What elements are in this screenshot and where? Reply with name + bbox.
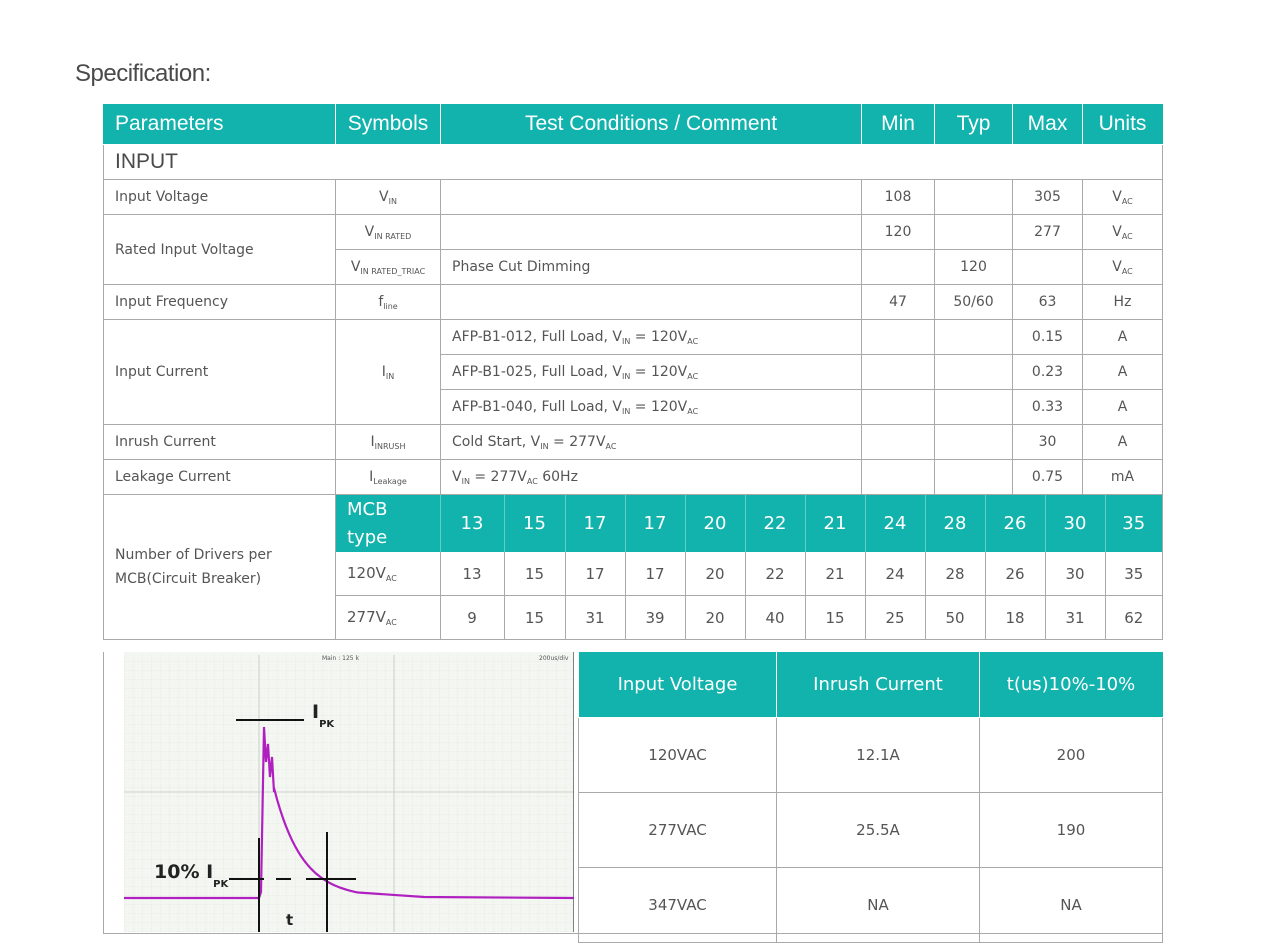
param-cell: Inrush Current	[104, 425, 336, 460]
section-input: INPUT	[104, 145, 1163, 180]
inrush-cell: 277VAC	[579, 793, 777, 868]
header-typ: Typ	[935, 104, 1013, 145]
mcb-type-cell: 28	[925, 495, 985, 552]
table-row	[104, 320, 1163, 355]
mcb-type-cell: 21	[805, 495, 865, 552]
mcb-row-label: $277V_{AC}$	[347, 608, 397, 627]
typ-cell	[935, 215, 1013, 250]
inrush-row	[579, 718, 1163, 793]
typ-cell	[935, 180, 1013, 215]
mcb-value-cell: 15	[805, 596, 865, 640]
header-min: Min	[862, 104, 935, 145]
inrush-cell: 120VAC	[579, 718, 777, 793]
max-cell: 277	[1013, 215, 1083, 250]
inrush-row	[579, 868, 1163, 943]
header-conditions: Test Conditions / Comment	[441, 104, 862, 145]
condition-cell: Phase Cut Dimming	[441, 250, 862, 285]
max-cell: 30	[1013, 425, 1083, 460]
header-units: Units	[1083, 104, 1163, 145]
drivers-row	[104, 495, 1163, 640]
spec-header-row	[104, 104, 1163, 145]
mcb-value-cell: 15	[504, 596, 565, 640]
param-cell: Leakage Current	[104, 460, 336, 495]
mcb-value-cell: 39	[625, 596, 685, 640]
inrush-cell: 190	[980, 793, 1163, 868]
typ-cell	[935, 425, 1013, 460]
header-symbols: Symbols	[336, 104, 441, 145]
mcb-value-cell: 17	[625, 552, 685, 596]
mcb-value-cell: 62	[1105, 596, 1162, 640]
unit-cell: A	[1083, 425, 1163, 460]
ten-percent-label: 10% $I_{PK}$	[154, 861, 229, 890]
unit-cell: A	[1083, 355, 1163, 390]
inrush-cell: 12.1A	[777, 718, 980, 793]
max-cell: 305	[1013, 180, 1083, 215]
inrush-header: t(us)10%-10%	[980, 652, 1163, 718]
condition-cell: AFP-B1-040, Full Load, $V_{IN} = 120V_{AC}$	[441, 390, 862, 425]
inrush-cell: 347VAC	[579, 868, 777, 943]
mcb-value-cell: 20	[685, 552, 745, 596]
inrush-cell: 200	[980, 718, 1163, 793]
mcb-type-cell: 17	[625, 495, 685, 552]
mcb-value-cell: 9	[440, 596, 504, 640]
mcb-value-cell: 17	[565, 552, 625, 596]
mcb-value-cell: 50	[925, 596, 985, 640]
table-row	[104, 460, 1163, 495]
max-cell: 0.33	[1013, 390, 1083, 425]
mcb-value-cell: 35	[1105, 552, 1162, 596]
mcb-value-cell: 15	[504, 552, 565, 596]
mcb-value-cell: 25	[865, 596, 925, 640]
min-cell	[862, 320, 935, 355]
typ-cell: 50/60	[935, 285, 1013, 320]
max-cell: 63	[1013, 285, 1083, 320]
drivers-label-line2: MCB(Circuit Breaker)	[115, 571, 262, 587]
header-parameters: Parameters	[104, 104, 336, 145]
inrush-cell: NA	[777, 868, 980, 943]
min-cell: 47	[862, 285, 935, 320]
mcb-row-120	[336, 552, 1162, 596]
typ-cell	[935, 460, 1013, 495]
mcb-cell	[336, 495, 1163, 640]
typ-cell: 120	[935, 250, 1013, 285]
max-cell: 0.75	[1013, 460, 1083, 495]
mcb-value-cell: 28	[925, 552, 985, 596]
unit-cell: $V_{AC}$	[1083, 250, 1163, 285]
spec-table	[103, 104, 1163, 640]
mcb-value-cell: 24	[865, 552, 925, 596]
typ-cell	[935, 320, 1013, 355]
inrush-cell: NA	[980, 868, 1163, 943]
max-cell	[1013, 250, 1083, 285]
symbol-cell: $I_{Leakage}$	[336, 460, 441, 495]
page-title: Specification:	[75, 60, 211, 87]
condition-cell	[441, 180, 862, 215]
inrush-header-row	[579, 652, 1163, 718]
mcb-type-cell: 17	[565, 495, 625, 552]
scope-header-right: 200us/div	[539, 655, 569, 662]
mcb-type-cell: 26	[985, 495, 1045, 552]
unit-cell: A	[1083, 320, 1163, 355]
inrush-header: Input Voltage	[579, 652, 777, 718]
mcb-type-row	[336, 495, 1162, 552]
param-cell: Rated Input Voltage	[104, 215, 336, 285]
mcb-table	[336, 495, 1162, 639]
param-cell: Input Frequency	[104, 285, 336, 320]
mcb-type-label: MCB type	[336, 495, 440, 552]
symbol-cell: $I_{IN}$	[336, 320, 441, 425]
table-row	[104, 215, 1163, 250]
mcb-value-cell: 21	[805, 552, 865, 596]
bottom-section	[103, 652, 1163, 934]
symbol-cell: $f_{line}$	[336, 285, 441, 320]
mcb-type-cell: 30	[1045, 495, 1105, 552]
symbol-cell: $I_{INRUSH}$	[336, 425, 441, 460]
condition-cell: Cold Start, $V_{IN} = 277V_{AC}$	[441, 425, 862, 460]
inrush-header: Inrush Current	[777, 652, 980, 718]
ipk-label: $I_{PK}$	[312, 701, 335, 730]
condition-cell	[441, 285, 862, 320]
typ-cell	[935, 355, 1013, 390]
mcb-value-cell: 40	[745, 596, 805, 640]
max-cell: 0.15	[1013, 320, 1083, 355]
drivers-label-line1: Number of Drivers per	[115, 547, 272, 563]
min-cell	[862, 355, 935, 390]
mcb-value-cell: 20	[685, 596, 745, 640]
symbol-cell: $V_{IN RATED}$	[336, 215, 441, 250]
scope-header-left: Main : 125 k	[322, 655, 359, 662]
inrush-row	[579, 793, 1163, 868]
min-cell	[862, 460, 935, 495]
oscilloscope-capture	[124, 652, 574, 932]
unit-cell: mA	[1083, 460, 1163, 495]
param-cell: Input Voltage	[104, 180, 336, 215]
mcb-value-cell: 31	[565, 596, 625, 640]
min-cell: 108	[862, 180, 935, 215]
mcb-value-cell: 22	[745, 552, 805, 596]
header-max: Max	[1013, 104, 1083, 145]
min-cell	[862, 390, 935, 425]
mcb-type-cell: 24	[865, 495, 925, 552]
mcb-value-cell: 30	[1045, 552, 1105, 596]
param-cell: Input Current	[104, 320, 336, 425]
unit-cell: Hz	[1083, 285, 1163, 320]
symbol-cell: $V_{IN}$	[336, 180, 441, 215]
unit-cell: $V_{AC}$	[1083, 180, 1163, 215]
mcb-row-277	[336, 596, 1162, 640]
table-row	[104, 425, 1163, 460]
param-cell	[104, 495, 336, 640]
condition-cell: AFP-B1-025, Full Load, $V_{IN} = 120V_{AC}$	[441, 355, 862, 390]
mcb-value-cell: 18	[985, 596, 1045, 640]
inrush-table	[578, 652, 1163, 943]
typ-cell	[935, 390, 1013, 425]
mcb-type-cell: 20	[685, 495, 745, 552]
mcb-value-cell: 26	[985, 552, 1045, 596]
mcb-type-cell: 35	[1105, 495, 1162, 552]
mcb-value-cell: 31	[1045, 596, 1105, 640]
unit-cell: $V_{AC}$	[1083, 215, 1163, 250]
unit-cell: A	[1083, 390, 1163, 425]
mcb-row-label: $120V_{AC}$	[336, 552, 440, 596]
table-row	[104, 180, 1163, 215]
time-label: t	[286, 911, 294, 929]
mcb-type-cell: 13	[440, 495, 504, 552]
mcb-value-cell: 13	[440, 552, 504, 596]
min-cell: 120	[862, 215, 935, 250]
max-cell: 0.23	[1013, 355, 1083, 390]
condition-cell: $V_{IN} = 277V_{AC}$ 60Hz	[441, 460, 862, 495]
condition-cell	[441, 215, 862, 250]
min-cell	[862, 250, 935, 285]
condition-cell: AFP-B1-012, Full Load, $V_{IN} = 120V_{AC}$	[441, 320, 862, 355]
table-row	[104, 285, 1163, 320]
symbol-cell: $V_{IN RATED\_TRIAC}$	[336, 250, 441, 285]
mcb-type-cell: 22	[745, 495, 805, 552]
min-cell	[862, 425, 935, 460]
inrush-cell: 25.5A	[777, 793, 980, 868]
mcb-type-cell: 15	[504, 495, 565, 552]
